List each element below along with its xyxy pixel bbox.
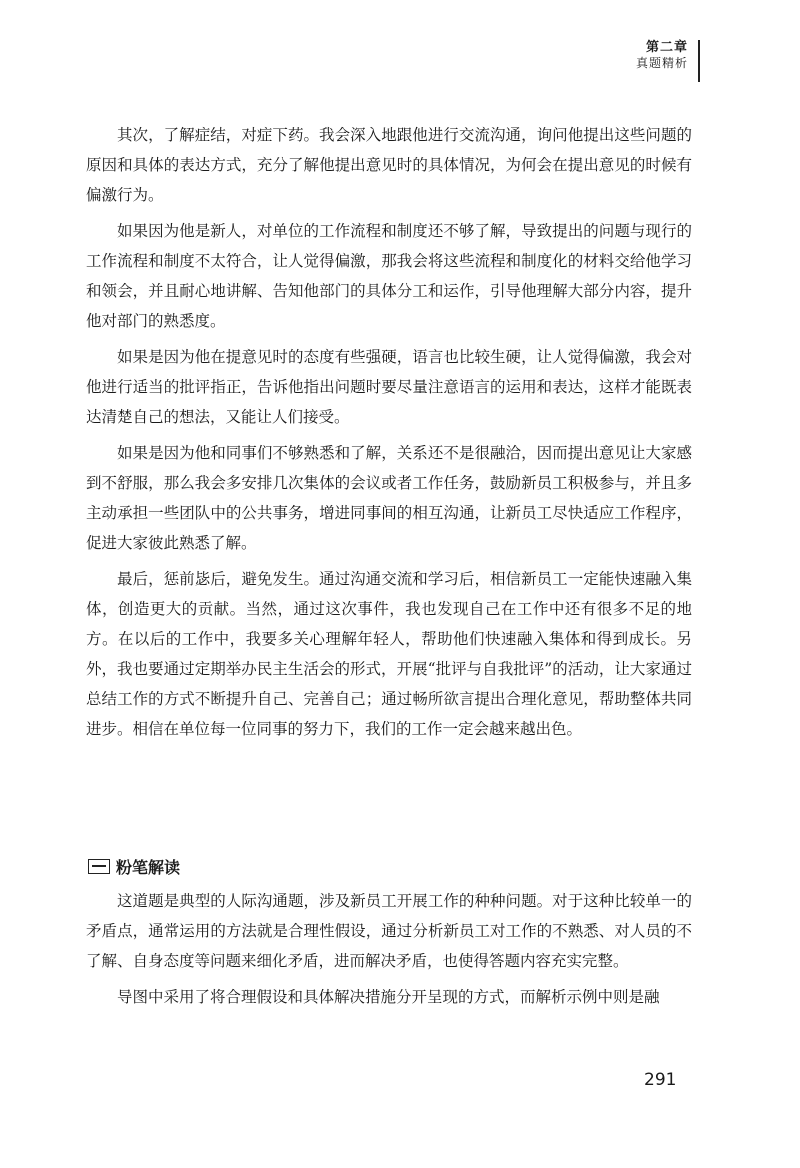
chapter-title: 第二章 — [645, 40, 688, 55]
answer-body — [86, 120, 692, 750]
header-divider — [698, 40, 700, 82]
running-header — [636, 40, 688, 71]
paragraph: 最后，惩前毖后，避免发生。通过沟通交流和学习后，相信新员工一定能快速融入集体，创造更大的贡献。当然，通过这次事件，我也发现自己在工作中还有很多不足的地方。在以后的工作中，我要多关心理解年轻人，帮助他们快速融入集体和得到成长。另外，我也要通过定期举办民主生活会的形式，开展“批评与自我批评”的活动，让大家通过总结工作的方式不断提升自己、完善自己；通过畅所欲言提出合理化意见，帮助整体共同进步。相信在单位每一位同事的努力下，我们的工作一定会越来越出色。 — [86, 570, 692, 738]
analysis-heading-label: 粉笔解读 — [116, 858, 181, 877]
page-number: 291 — [644, 1070, 677, 1090]
paragraph: 如果因为他是新人，对单位的工作流程和制度还不够了解，导致提出的问题与现行的工作流程和制度不太符合，让人觉得偏激，那我会将这些流程和制度化的材料交给他学习和领会，并且耐心地讲解、告知他部门的具体分工和运作，引导他理解大部分内容，提升他对部门的熟悉度。 — [86, 222, 692, 330]
paragraph: 如果是因为他在提意见时的态度有些强硬，语言也比较生硬，让人觉得偏激，我会对他进行适当的批评指正，告诉他指出问题时要尽量注意语言的运用和表达，这样才能既表达清楚自己的想法，又能让人们接受。 — [86, 348, 692, 426]
paragraph: 导图中采用了将合理假设和具体解决措施分开呈现的方式，而解析示例中则是融 — [117, 988, 660, 1006]
analysis-heading — [88, 855, 180, 878]
paragraph: 其次，了解症结，对症下药。我会深入地跟他进行交流沟通，询问他提出这些问题的原因和具体的表达方式，充分了解他提出意见时的具体情况，为何会在提出意见的时候有偏激行为。 — [86, 126, 692, 204]
chalk-icon — [88, 859, 110, 874]
section-title: 真题精析 — [635, 56, 688, 71]
paragraph: 如果是因为他和同事们不够熟悉和了解，关系还不是很融洽，因而提出意见让大家感到不舒服，那么我会多安排几次集体的会议或者工作任务，鼓励新员工积极参与，并且多主动承担一些团队中的公共事务，增进同事间的相互沟通，让新员工尽快适应工作程序，促进大家彼此熟悉了解。 — [86, 444, 692, 552]
analysis-body — [86, 886, 692, 1018]
paragraph: 这道题是典型的人际沟通题，涉及新员工开展工作的种种问题。对于这种比较单一的矛盾点，通常运用的方法就是合理性假设，通过分析新员工对工作的不熟悉、对人员的不了解、自身态度等问题来细化矛盾，进而解决矛盾，也使得答题内容充实完整。 — [86, 892, 692, 970]
